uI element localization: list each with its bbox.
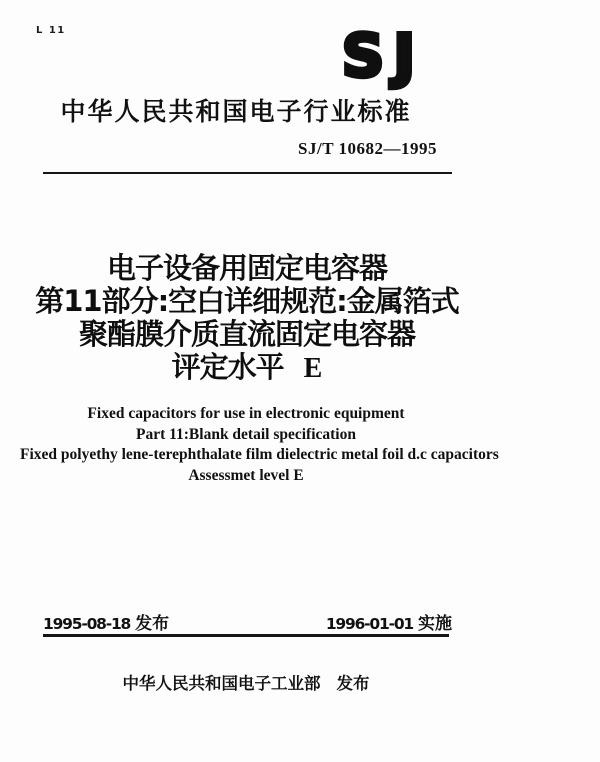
title-en-line1: Fixed capacitors for use in electronic equipment xyxy=(87,405,405,422)
publish-label: 发布 xyxy=(336,674,370,693)
implement-date-label: 实施 xyxy=(418,614,452,634)
publisher-name: 中华人民共和国电子工业部 xyxy=(122,674,321,693)
implement-date-value: 1996-01-01 xyxy=(325,615,413,633)
category-code: L 11 xyxy=(36,25,66,36)
standard-number: SJ/T 10682—1995 xyxy=(298,139,437,158)
title-en-line2: Part 11:Blank detail specification xyxy=(135,425,356,443)
header-rule xyxy=(43,172,452,174)
footer-rule xyxy=(43,634,449,637)
title-cn-line2: 第11部分:空白详细规范:金属箔式 xyxy=(35,284,459,318)
issue-date-value: 1995-08-18 xyxy=(43,615,131,633)
sj-logo: SJ xyxy=(341,20,425,90)
issue-date-label: 发布 xyxy=(135,614,170,634)
title-en xyxy=(20,404,499,486)
dates-row xyxy=(43,609,452,634)
assessment-level-label: 评定水平 xyxy=(171,350,284,384)
implement-date xyxy=(326,609,452,634)
title-cn-line4 xyxy=(21,351,473,385)
org-heading: 中华人民共和国电子行业标准 xyxy=(60,97,412,126)
title-en-line4: Assessmet level E xyxy=(188,466,304,484)
title-cn-line3: 聚酯膜介质直流固定电容器 xyxy=(78,317,415,351)
title-cn xyxy=(21,252,473,385)
publisher-line xyxy=(20,670,472,694)
title-en-line3: Fixed polyethy lene-terephthalate film dielectric metal foil d.c capacitors xyxy=(20,446,499,463)
title-cn-line1: 电子设备用固定电容器 xyxy=(106,251,387,285)
issue-date xyxy=(43,609,169,634)
assessment-grade: E xyxy=(303,353,323,384)
